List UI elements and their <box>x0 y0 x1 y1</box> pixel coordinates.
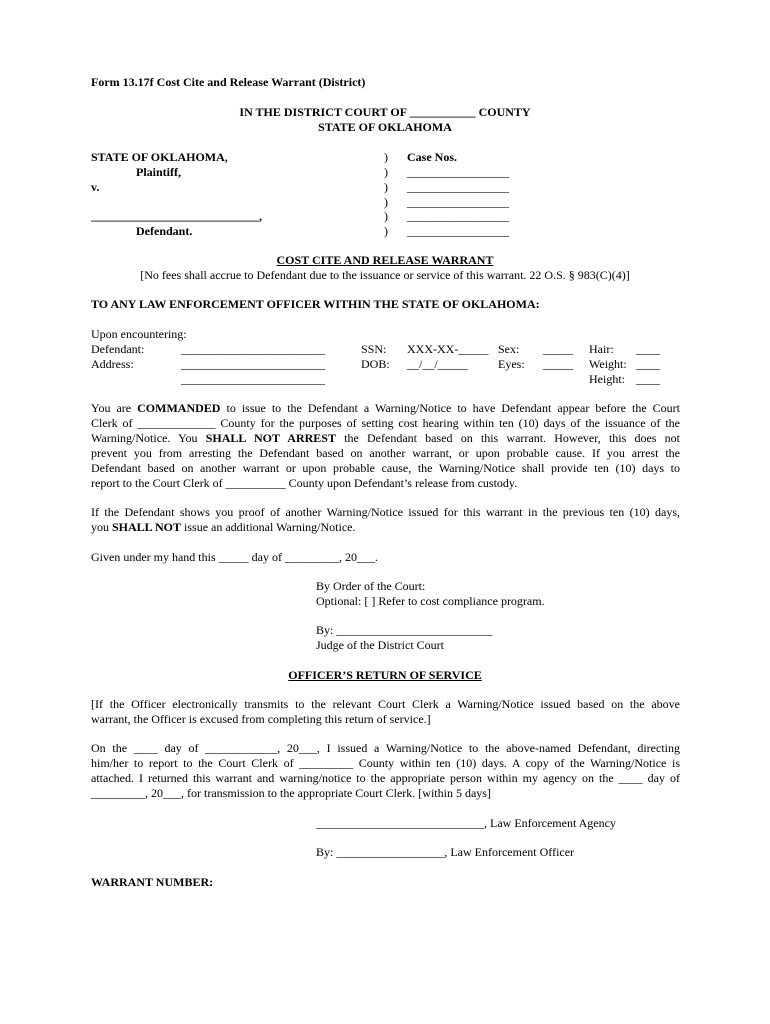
caption-paren: ) <box>384 165 388 179</box>
electronic-text: [If the Officer electronically transmits to the relevant Court Clerk a Warning/Notice issued based on the above <box>91 697 680 711</box>
defendant-name-blank: ________________________ <box>181 342 325 356</box>
agency-signature-line: ____________________________, Law Enforcement Agency <box>316 816 616 830</box>
case-number-blank: _________________ <box>407 195 509 209</box>
electronic-transmission-paragraph <box>91 697 680 727</box>
command-text: report to the Court Clerk of __________ County upon Defendant’s release from custody. <box>91 476 518 490</box>
commanded-emphasis: COMMANDED <box>137 401 221 415</box>
address-blank: ________________________ <box>181 372 325 386</box>
hair-blank: ____ <box>636 342 660 356</box>
command-text: You are <box>91 401 138 415</box>
weight-label: Weight: <box>589 357 627 371</box>
service-text: On the ____ day of ____________, 20___, I issued a Warning/Notice to the above-named Defendant, directing <box>91 741 680 755</box>
dob-label: DOB: <box>361 357 390 371</box>
proof-text: issue an additional Warning/Notice. <box>181 520 356 534</box>
form-title: Form 13.17f Cost Cite and Release Warrant (District) <box>91 75 366 89</box>
caption-paren: ) <box>384 209 388 223</box>
service-text: him/her to report to the Court Clerk of _________ County within ten (10) days. A copy of the Warning/Notice is <box>91 756 680 770</box>
proof-paragraph <box>91 505 680 535</box>
command-text: prevent you from arresting the Defendant based on another warrant, or upon probable cause. If you arrest the <box>91 446 680 460</box>
command-text: Defendant based on another warrant or upon probable cause, the Warning/Notice shall provide ten (10) days to <box>91 461 680 475</box>
case-nos-label: Case Nos. <box>407 150 457 164</box>
eyes-label: Eyes: <box>498 357 525 371</box>
case-number-blank: _________________ <box>407 209 509 223</box>
address-label: Address: <box>91 357 134 371</box>
electronic-text: warrant, the Officer is excused from completing this return of service.] <box>91 712 431 726</box>
height-label: Height: <box>589 372 625 386</box>
judge-signature-line: By: __________________________ <box>316 623 493 637</box>
officer-address-line: TO ANY LAW ENFORCEMENT OFFICER WITHIN THE STATE OF OKLAHOMA: <box>91 297 540 311</box>
command-text: Warning/Notice. You <box>91 431 206 445</box>
case-number-blank: _________________ <box>407 224 509 238</box>
dob-value: __/__/_____ <box>407 357 468 371</box>
command-text: the Defendant based on this warrant. However, this does not <box>335 431 680 445</box>
given-under-hand: Given under my hand this _____ day of _________, 20___. <box>91 550 378 564</box>
caption-versus: v. <box>91 180 100 194</box>
judge-title: Judge of the District Court <box>316 638 444 652</box>
sex-label: Sex: <box>498 342 520 356</box>
caption-party: STATE OF OKLAHOMA, <box>91 150 228 164</box>
court-line-1: IN THE DISTRICT COURT OF ___________ COUNTY <box>239 105 531 119</box>
shall-not-arrest-emphasis: SHALL NOT ARREST <box>205 431 336 445</box>
warrant-heading: COST CITE AND RELEASE WARRANT <box>276 253 494 267</box>
service-text: attached. I returned this warrant and warning/notice to the appropriate person within my agency on the ____ day of <box>91 771 680 785</box>
command-text: Clerk of _____________ County for the purposes of setting cost hearing within ten (10) days of the issuance of the <box>91 416 680 430</box>
case-number-blank: _________________ <box>407 165 509 179</box>
warrant-subheading: [No fees shall accrue to Defendant due to the issuance or service of this warrant. 22 O.S. § 983(C)(4)] <box>140 268 630 282</box>
sex-blank: _____ <box>543 342 573 356</box>
eyes-blank: _____ <box>543 357 573 371</box>
return-of-service-heading: OFFICER’S RETURN OF SERVICE <box>288 668 482 682</box>
ssn-label: SSN: <box>361 342 387 356</box>
by-order-of-court: By Order of the Court: <box>316 579 426 593</box>
proof-text: If the Defendant shows you proof of another Warning/Notice issued for this warrant in the previous ten (10) days, <box>91 505 680 519</box>
command-paragraph <box>91 401 680 491</box>
hair-label: Hair: <box>589 342 614 356</box>
shall-not-emphasis: SHALL NOT <box>112 520 182 534</box>
caption-paren: ) <box>384 150 388 164</box>
weight-blank: ____ <box>636 357 660 371</box>
ssn-value: XXX-XX-_____ <box>407 342 489 356</box>
caption-paren: ) <box>384 224 388 238</box>
court-line-2: STATE OF OKLAHOMA <box>318 120 452 134</box>
proof-text: you <box>91 520 112 534</box>
upon-encountering: Upon encountering: <box>91 327 187 341</box>
address-blank: ________________________ <box>181 357 325 371</box>
height-blank: ____ <box>636 372 660 386</box>
service-text: _________, 20___, for transmission to the appropriate Court Clerk. [within 5 days] <box>91 786 491 800</box>
officer-signature-line: By: __________________, Law Enforcement Officer <box>316 845 575 859</box>
caption-paren: ) <box>384 180 388 194</box>
warrant-number-label: WARRANT NUMBER: <box>91 875 214 889</box>
service-paragraph <box>91 741 680 801</box>
case-number-blank: _________________ <box>407 180 509 194</box>
caption-plaintiff: Plaintiff, <box>136 165 181 179</box>
cost-compliance-option: Optional: [ ] Refer to cost compliance program. <box>316 594 545 608</box>
command-text: to issue to the Defendant a Warning/Notice to have Defendant appear before the Court <box>220 401 680 415</box>
defendant-label: Defendant: <box>91 342 145 356</box>
caption-defendant: Defendant. <box>136 224 193 238</box>
caption-paren: ) <box>384 195 388 209</box>
caption-defendant-blank: ____________________________, <box>91 209 262 223</box>
